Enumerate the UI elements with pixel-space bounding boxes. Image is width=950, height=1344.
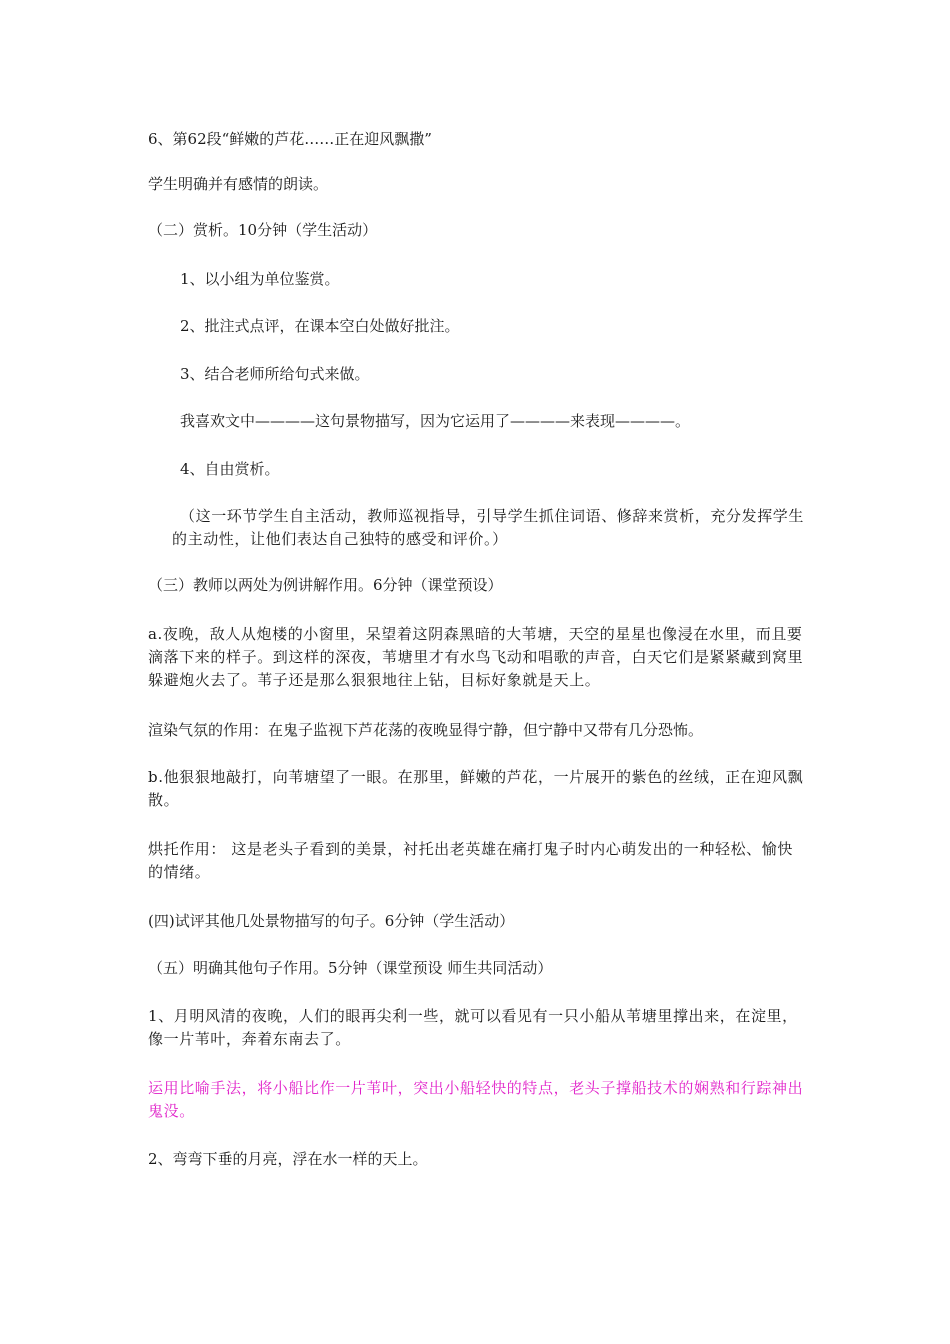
list-item-sentence-pattern: 3、结合老师所给句式来做。	[180, 365, 370, 383]
example-a-text: a.夜晚，敌人从炮楼的小窗里，呆望着这阴森黑暗的大苇塘，天空的星星也像浸在水里，而且要滴落下来的样子。到这样的深夜，苇塘里才有水鸟飞动和唱歌的声音，白天它们是紧紧藏到窝里躲避炮火去了。苇子还是那么狠狠地往上钻，目标好象就是天上。	[148, 625, 804, 689]
paragraph-62-heading: 6、第62段“鲜嫩的芦花……正在迎风飘撒”	[148, 130, 432, 148]
section-5-heading: （五）明确其他句子作用。5分钟（课堂预设 师生共同活动）	[148, 959, 553, 977]
sentence-pattern-template: 我喜欢文中————这句景物描写，因为它运用了————来表现————。	[180, 412, 691, 430]
list-item-annotation: 2、批注式点评，在课本空白处做好批注。	[180, 317, 460, 335]
example-b-text: b.他狠狠地敲打，向苇塘望了一眼。在那里，鲜嫩的芦花，一片展开的紫色的丝绒，正在迎风飘散。	[148, 768, 804, 809]
example-a-analysis: 渲染气氛的作用：在鬼子监视下芦花荡的夜晚显得宁静，但宁静中又带有几分恐怖。	[148, 721, 704, 739]
paragraph-student-reading: 学生明确并有感情的朗读。	[148, 175, 329, 193]
example-b-analysis: 烘托作用： 这是老头子看到的美景，衬托出老英雄在痛打鬼子时内心萌发出的一种轻松、愉快的情绪。	[148, 840, 793, 881]
list-item-free-appreciation: 4、自由赏析。	[180, 460, 280, 478]
section-3-heading: （三）教师以两处为例讲解作用。6分钟（课堂预设）	[148, 576, 503, 594]
sentence-1-analysis: 运用比喻手法，将小船比作一片苇叶，突出小船轻快的特点，老头子撑船技术的娴熟和行踪神出鬼没。	[148, 1079, 804, 1120]
section-4-heading: (四)试评其他几处景物描写的句子。6分钟（学生活动）	[148, 912, 515, 930]
section-2-heading: （二）赏析。10分钟（学生活动）	[148, 221, 378, 239]
sentence-2-text: 2、弯弯下垂的月亮，浮在水一样的天上。	[148, 1150, 428, 1168]
teaching-note: （这一环节学生自主活动，教师巡视指导，引导学生抓住词语、修辞来赏析，充分发挥学生的主动性，让他们表达自己独特的感受和评价。）	[172, 507, 805, 548]
sentence-1-text: 1、月明风清的夜晚，人们的眼再尖利一些，就可以看见有一只小船从苇塘里撑出来，在淀里，像一片苇叶，奔着东南去了。	[148, 1007, 798, 1048]
list-item-group-appreciation: 1、以小组为单位鉴赏。	[180, 270, 340, 288]
